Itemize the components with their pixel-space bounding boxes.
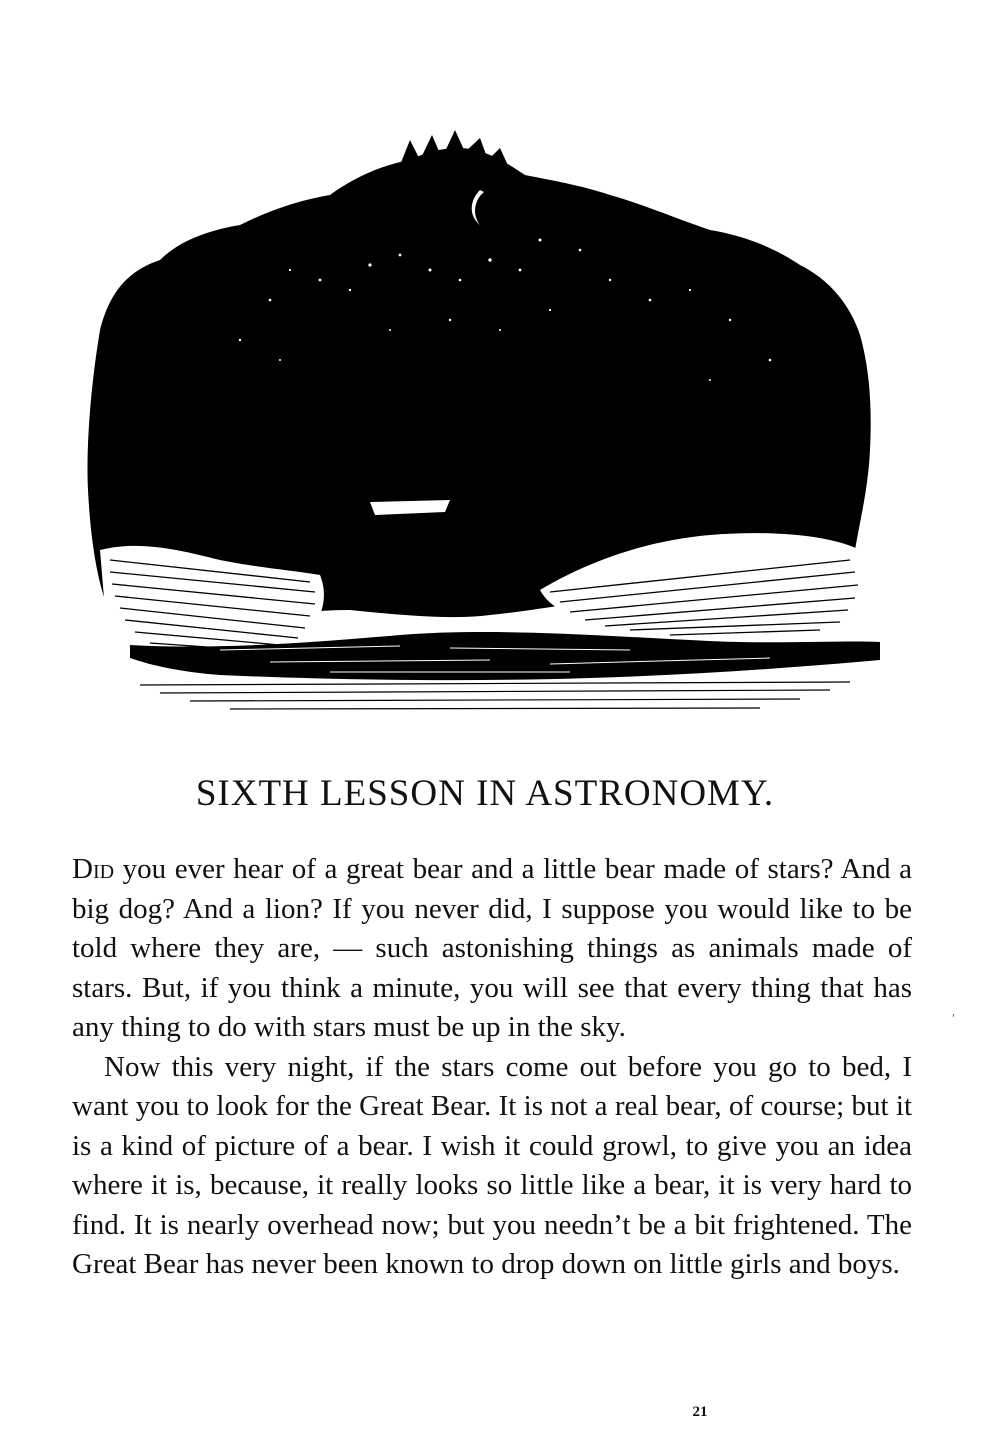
dropcap-word: Did bbox=[72, 853, 115, 885]
page-number: 21 bbox=[692, 1404, 708, 1420]
lower-water-lines bbox=[140, 682, 850, 709]
paragraph-1 bbox=[72, 850, 912, 1048]
paragraph-1-text: you ever hear of a great bear and a little bear made of stars? And a big dog? And a lion? If you never did, I suppose you would like to be told where they are, — such astonishing things as animals made of stars. But, if you think a minute, you will see that every thing that has any thing to do with stars must be up in the sky. bbox=[72, 853, 912, 1043]
foliage-edge bbox=[400, 130, 510, 170]
page-title: SIXTH LESSON IN ASTRONOMY. bbox=[195, 773, 775, 814]
night-sky-illustration bbox=[70, 130, 900, 720]
stray-ink-mark: ′ bbox=[952, 1012, 956, 1027]
body-text bbox=[72, 850, 912, 1285]
paragraph-2: Now this very night, if the stars come out before you go to bed, I want you to look for the Great Bear. It is not a real bear, of course; but it is a kind of picture of a bear. I wish it could growl, to give you an idea where it is, because, it really looks so little like a bear, it is very hard to find. It is nearly overhead now; but you needn’t be a bit frightened. The Great Bear has never been known to drop down on little girls and boys. bbox=[72, 1050, 912, 1280]
